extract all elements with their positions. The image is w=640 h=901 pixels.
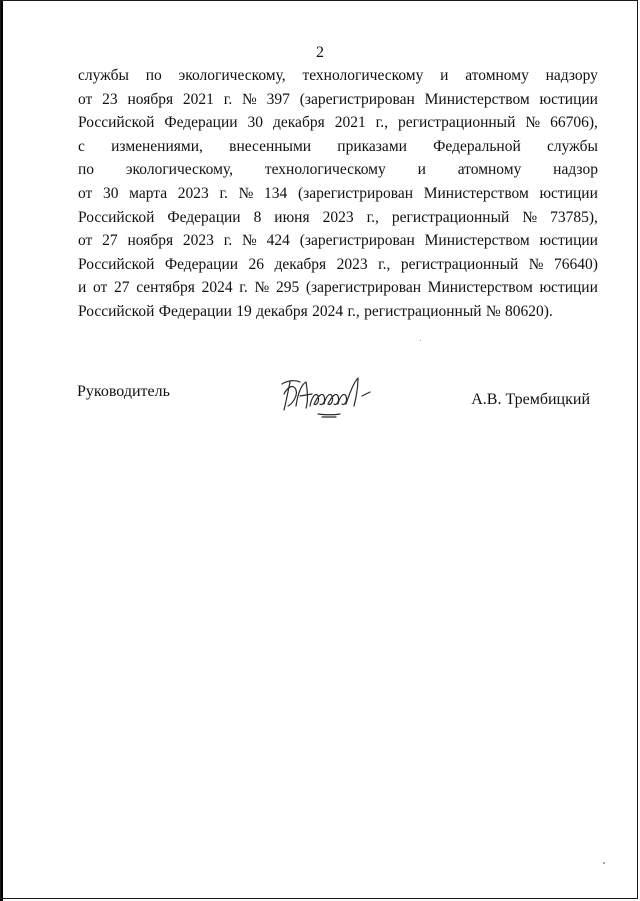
word: №	[485, 302, 501, 320]
word: регистрационный	[364, 302, 482, 320]
word: Российской	[78, 114, 155, 132]
word: Российской	[78, 208, 155, 226]
word: 2024	[201, 279, 233, 297]
word: службы	[547, 137, 598, 155]
word: №	[525, 114, 541, 132]
word: №	[254, 279, 270, 297]
word: 2021	[334, 114, 366, 132]
word: и	[417, 161, 426, 179]
word: 2024	[312, 302, 344, 320]
word: Министерством	[427, 279, 533, 297]
word: 27	[114, 279, 130, 297]
word: г.	[239, 279, 248, 297]
word: Министерством	[424, 232, 530, 250]
word: регистрационный	[397, 114, 516, 132]
text-line	[78, 64, 598, 88]
word: 76640)	[554, 255, 598, 273]
word: Федерации	[164, 114, 238, 132]
text-line	[78, 182, 598, 206]
word: от	[92, 279, 108, 297]
word: атомному	[457, 161, 522, 179]
word: внесенными	[229, 137, 312, 155]
word: экологическому,	[178, 67, 286, 84]
text-line	[78, 300, 598, 324]
word: сентября	[136, 279, 195, 297]
text-line	[78, 111, 598, 135]
scan-speck	[420, 340, 421, 341]
word: 73785),	[550, 208, 598, 226]
word: регистрационный	[391, 208, 510, 226]
word: 30	[102, 184, 119, 202]
word: (зарегистрирован	[305, 279, 421, 297]
handwritten-signature	[278, 370, 376, 422]
word: регистрационный	[400, 255, 519, 273]
word: июня	[274, 208, 310, 226]
word: приказами	[337, 137, 407, 155]
word: юстиции	[539, 232, 598, 250]
word: 2023	[336, 255, 368, 273]
word: и	[440, 67, 449, 84]
word: 2023	[322, 208, 354, 226]
word: декабря	[256, 302, 308, 320]
word: Российской	[78, 255, 155, 273]
word: по	[145, 67, 162, 84]
word: г.,	[366, 208, 379, 226]
text-line	[78, 276, 598, 300]
word: Федерации	[164, 255, 239, 273]
word: с	[78, 137, 85, 155]
word: (зарегистрирован	[299, 90, 415, 108]
word: (зарегистрирован	[299, 232, 415, 250]
word: 30	[247, 114, 264, 132]
word: 397	[266, 90, 290, 108]
word: юстиции	[539, 184, 598, 202]
word: атомному	[465, 67, 529, 84]
word: №	[242, 232, 257, 250]
text-line	[78, 135, 598, 159]
word: надзору	[545, 67, 598, 84]
word: надзор	[553, 161, 598, 179]
word: Федерации	[167, 208, 241, 226]
body-paragraph	[78, 64, 598, 324]
word: 27	[102, 232, 118, 250]
word: декабря	[273, 114, 325, 132]
word: (зарегистрирован	[297, 184, 414, 202]
word: и	[78, 279, 87, 297]
word: 424	[266, 232, 290, 250]
word: г.	[223, 232, 233, 250]
word: 2021	[182, 90, 214, 108]
scan-speck	[603, 862, 605, 864]
text-line	[78, 206, 598, 230]
word: от	[78, 184, 93, 202]
text-line	[78, 88, 598, 112]
word: ноября	[127, 232, 174, 250]
word: 2023	[177, 184, 209, 202]
word: 66706),	[550, 114, 598, 132]
word: 80620).	[505, 302, 553, 320]
word: технологическому	[302, 67, 424, 84]
word: №	[242, 90, 257, 108]
word: технологическому	[264, 161, 386, 179]
word: 19	[236, 302, 252, 320]
word: юстиции	[539, 90, 598, 108]
word: Министерством	[424, 90, 530, 108]
word: 26	[248, 255, 264, 273]
text-line	[78, 158, 598, 182]
word: №	[528, 255, 544, 273]
word: изменениями,	[111, 137, 203, 155]
word: Российской	[78, 302, 155, 320]
page-number: 2	[316, 44, 324, 61]
word: г.,	[378, 255, 391, 273]
word: службы	[78, 67, 129, 84]
word: г.	[219, 184, 228, 202]
word: 134	[264, 184, 288, 202]
word: экологическому,	[125, 161, 233, 179]
word: от	[78, 232, 93, 250]
word: юстиции	[539, 279, 598, 297]
word: по	[78, 161, 95, 179]
word: Федерации	[158, 302, 232, 320]
word: Министерством	[423, 184, 529, 202]
word: 8	[253, 208, 262, 226]
signatory-name: А.В. Трембицкий	[471, 391, 590, 408]
word: 23	[102, 90, 118, 108]
word: №	[522, 208, 538, 226]
text-line	[78, 253, 598, 277]
word: 2023	[182, 232, 214, 250]
word: Федеральной	[433, 137, 521, 155]
word: от	[78, 90, 93, 108]
word: 295	[275, 279, 300, 297]
word: ноября	[127, 90, 174, 108]
word: декабря	[274, 255, 327, 273]
text-line	[78, 229, 598, 253]
word: марта	[129, 184, 168, 202]
word: г.	[223, 90, 233, 108]
word: г.,	[375, 114, 389, 132]
word: №	[238, 184, 254, 202]
word: г.,	[347, 302, 360, 320]
signatory-position: Руководитель	[77, 383, 170, 400]
